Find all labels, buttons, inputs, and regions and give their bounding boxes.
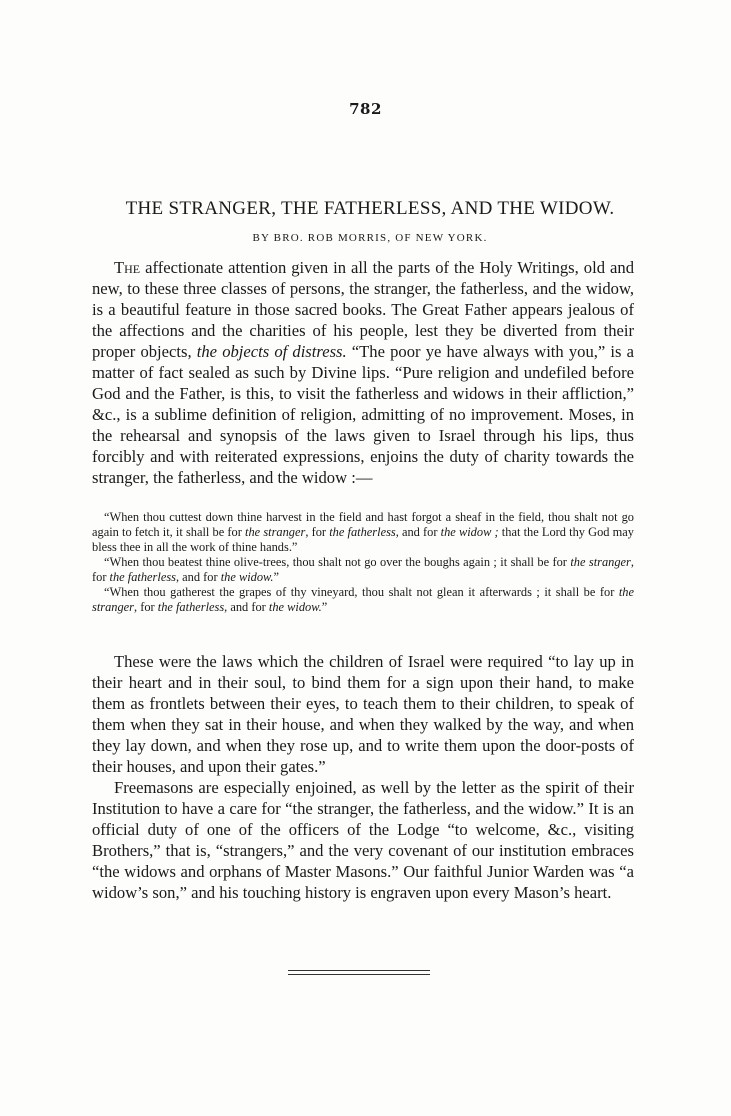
intro-lead-word: The	[114, 258, 141, 277]
quote-text: “When thou gatherest the grapes of thy vineyard, thou shalt not glean it afterwards ; it shall be for	[104, 585, 619, 599]
freemasons-paragraph: Freemasons are especially enjoined, as well by the letter as the spirit of their Institution to have a care for “the stranger, the fatherless, and the widow.” It is an official duty of one of the officers of the Lodge “to welcome, &c., visiting Brothers,” that is, “strangers,” and the very covenant of our institution embraces “the widows and orphans of Master Masons.” Our faithful Junior Warden was “a widow’s son,” and his touching history is engraven upon every Mason’s heart.	[92, 778, 634, 902]
quote-text: , and for	[175, 570, 221, 584]
quote-vineyard	[92, 585, 634, 615]
quote-text: , and for	[224, 600, 269, 614]
closing-paragraphs	[92, 651, 634, 903]
section-divider-bottom	[288, 974, 430, 975]
quote-text: that the Lord thy God may bless thee in all the work of thine hands.”	[92, 525, 634, 554]
intro-italic-phrase: the objects of distress.	[196, 342, 347, 361]
quote-italic: the fatherless	[109, 570, 176, 584]
quote-italic: the widow.	[220, 570, 274, 584]
quote-harvest	[92, 510, 634, 555]
quote-italic: the fatherless	[329, 525, 396, 539]
quote-italic: the stranger	[92, 585, 634, 614]
quote-text: ”	[321, 600, 328, 614]
quote-olive-trees	[92, 555, 634, 585]
quote-text: ”	[273, 570, 279, 584]
quote-text: “When thou beatest thine olive-trees, thou shalt not go over the boughs again ; it shall be for	[104, 555, 571, 569]
quote-text: “When thou cuttest down thine harvest in the field and hast forgot a sheaf in the field, thou shalt not go again to fetch it, it shall be for	[92, 510, 634, 539]
quote-italic: the widow ;	[440, 525, 499, 539]
quote-italic: the stranger	[570, 555, 631, 569]
section-divider-top	[288, 970, 430, 971]
intro-text-part-1: affectionate attention given in all the parts of the Holy Writings, old and new, to these three classes of persons, the stranger, the fatherless, and the widow, is a beautiful feature in those sacred books. The Great Father appears jealous of the affections and the charities of his people, lest they be diverted from their proper objects,	[92, 258, 634, 361]
article-title: THE STRANGER, THE FATHERLESS, AND THE WIDOW.	[125, 198, 615, 219]
scripture-quotes	[92, 510, 634, 615]
quote-italic: the stranger	[245, 525, 306, 539]
quote-text: , for	[305, 525, 330, 539]
laws-paragraph: These were the laws which the children of Israel were required “to lay up in their heart and in their soul, to bind them for a sign upon their hand, to make them as frontlets between their eyes, to teach them to their children, to speak of them when they sat in their house, and when they walked by the way, and when they lay down, and when they rose up, and to write them upon the door-posts of their houses, and upon their gates.”	[92, 652, 634, 776]
page-number: 782	[349, 100, 382, 118]
quote-italic: the fatherless	[157, 600, 225, 614]
quote-italic: the widow.	[268, 600, 322, 614]
intro-paragraph	[92, 257, 634, 488]
intro-text-part-2: “The poor ye have always with you,” is a matter of fact sealed as such by Divine lips. “Pure religion and undefiled before God and the Father, is this, to visit the fatherless and widows in their affliction,” &c., is a sublime definition of religion, admitting of no improvement. Moses, in the rehearsal and synopsis of the laws given to Israel through his lips, thus forcibly and with reiterated expressions, enjoins the duty of charity towards the stranger, the fatherless, and the widow :—	[92, 342, 634, 487]
quote-text: , and for	[395, 525, 441, 539]
article-byline: BY BRO. ROB MORRIS, OF NEW YORK.	[252, 232, 488, 244]
quote-text: , for	[134, 600, 158, 614]
quote-text: , for	[92, 555, 634, 584]
